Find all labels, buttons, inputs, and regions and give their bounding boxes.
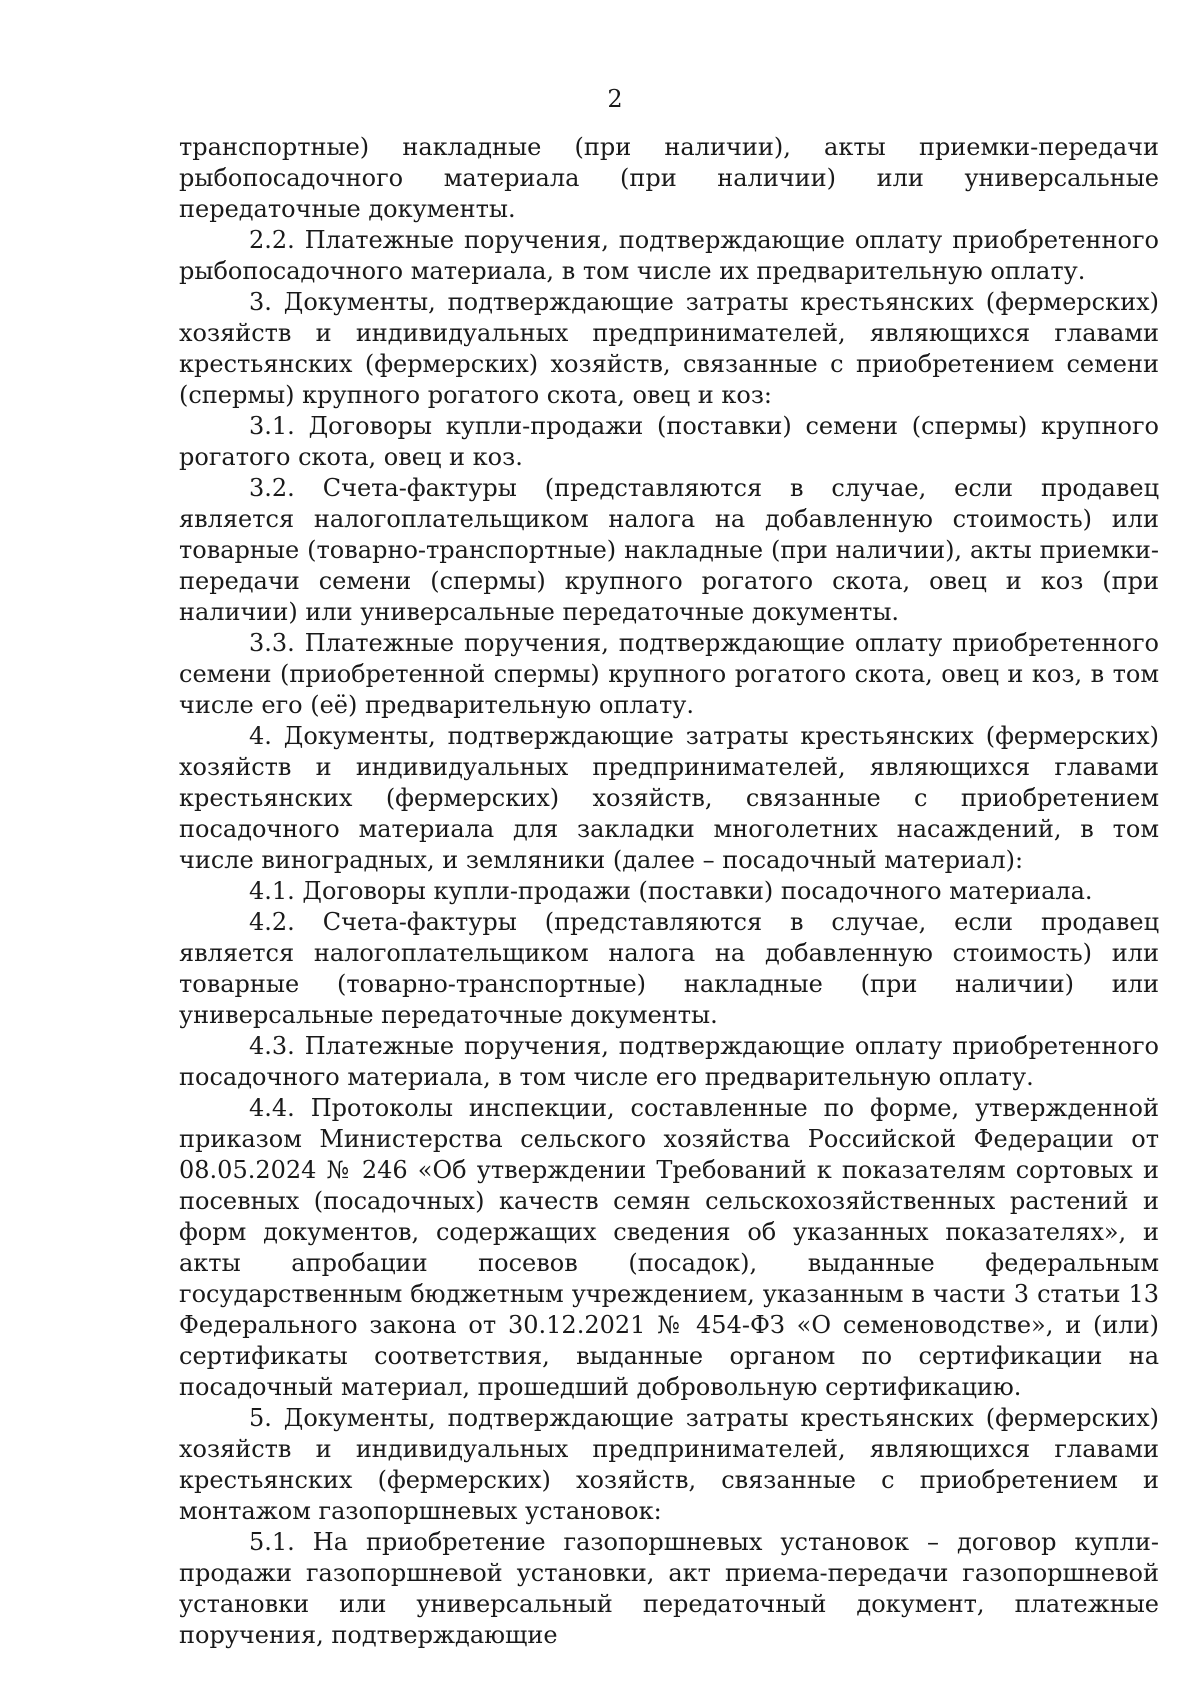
paragraph: 3.2. Счета-фактуры (представляются в случае, если продавец является налогоплательщиком налога на добавленную стоимость) или товарные (товарно-транспортные) накладные (при наличии), акты приемки-передачи семени (спермы) крупного рогатого скота, овец и коз (при наличии) или универсальные передаточные документы. xyxy=(179,474,1159,626)
paragraph: 4. Документы, подтверждающие затраты крестьянских (фермерских) хозяйств и индивидуальных предпринимателей, являющихся главами крестьянских (фермерских) хозяйств, связанные с приобретением посадочного материала для закладки многолетних насаждений, в том числе виноградных, и земляники (далее – посадочный материал): xyxy=(179,722,1159,874)
paragraph: 4.1. Договоры купли-продажи (поставки) посадочного материала. xyxy=(249,877,1093,905)
paragraph: 4.2. Счета-фактуры (представляются в случае, если продавец является налогоплательщиком налога на добавленную стоимость) или товарные (товарно-транспортные) накладные (при наличии) или универсальные передаточные документы. xyxy=(179,908,1159,1029)
paragraph: транспортные) накладные (при наличии), акты приемки-передачи рыбопосадочного материала (при наличии) или универсальные передаточные документы. xyxy=(179,133,1159,223)
paragraph: 5. Документы, подтверждающие затраты крестьянских (фермерских) хозяйств и индивидуальных предпринимателей, являющихся главами крестьянских (фермерских) хозяйств, связанные с приобретением и монтажом газопоршневых установок: xyxy=(179,1404,1159,1525)
paragraph: 2.2. Платежные поручения, подтверждающие оплату приобретенного рыбопосадочного материала, в том числе их предварительную оплату. xyxy=(179,226,1159,285)
paragraph: 3.1. Договоры купли-продажи (поставки) семени (спермы) крупного рогатого скота, овец и коз. xyxy=(179,412,1159,471)
document-body xyxy=(179,132,1159,1651)
paragraph: 4.4. Протоколы инспекции, составленные по форме, утвержденной приказом Министерства сельского хозяйства Российской Федерации от 08.05.2024 № 246 «Об утверждении Требований к показателям сортовых и посевных (посадочных) качеств семян сельскохозяйственных растений и форм документов, содержащих сведения об указанных показателях», и акты апробации посевов (посадок), выданные федеральным государственным бюджетным учреждением, указанным в части 3 статьи 13 Федерального закона от 30.12.2021 № 454-ФЗ «О семеноводстве», и (или) сертификаты соответствия, выданные органом по сертификации на посадочный материал, прошедший добровольную сертификацию. xyxy=(179,1094,1159,1401)
paragraph: 5.1. На приобретение газопоршневых установок – договор купли-продажи газопоршневой установки, акт приема-передачи газопоршневой установки или универсальный передаточный документ, платежные поручения, подтверждающие xyxy=(179,1528,1159,1649)
paragraph: 4.3. Платежные поручения, подтверждающие оплату приобретенного посадочного материала, в том числе его предварительную оплату. xyxy=(179,1032,1159,1091)
paragraph: 3.3. Платежные поручения, подтверждающие оплату приобретенного семени (приобретенной спермы) крупного рогатого скота, овец и коз, в том числе его (её) предварительную оплату. xyxy=(179,629,1159,719)
paragraph: 3. Документы, подтверждающие затраты крестьянских (фермерских) хозяйств и индивидуальных предпринимателей, являющихся главами крестьянских (фермерских) хозяйств, связанные с приобретением семени (спермы) крупного рогатого скота, овец и коз: xyxy=(179,288,1159,409)
page-number: 2 xyxy=(607,85,623,113)
